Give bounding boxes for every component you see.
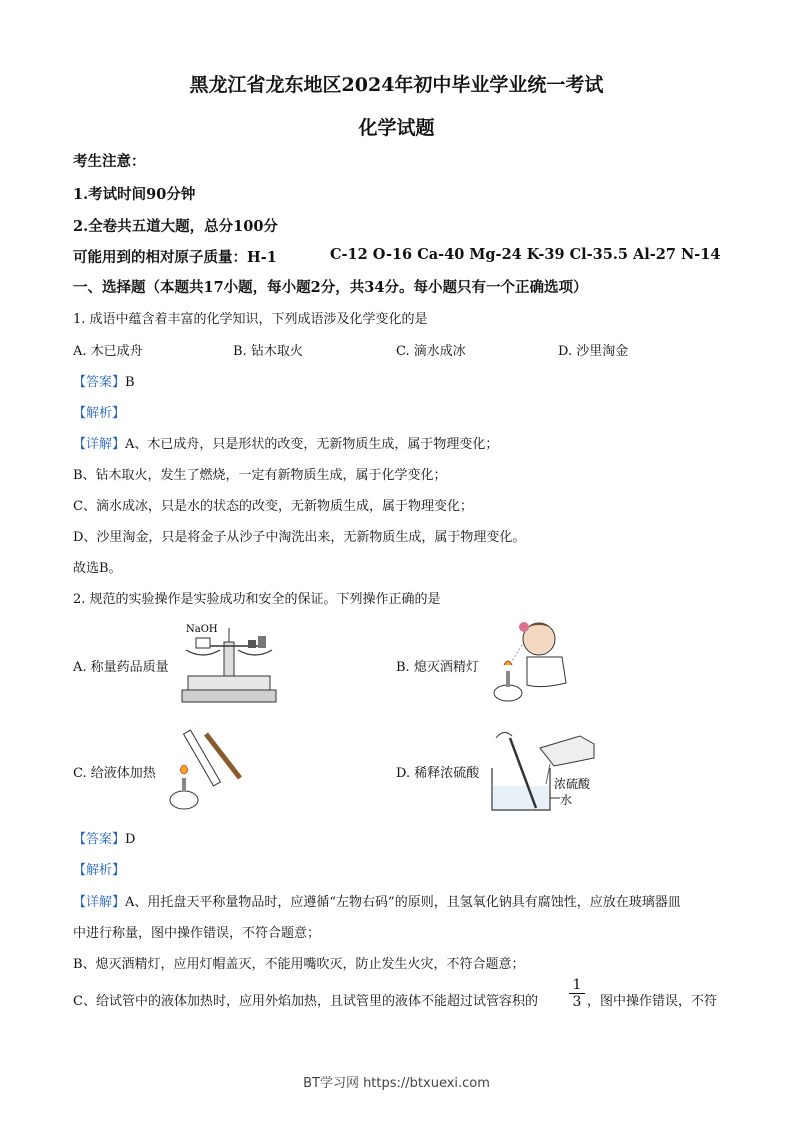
q1-option-d: D. 沙里淘金 (558, 344, 629, 359)
q2-detail-a-cont: 中进行称量，图中操作错误，不符合题意； (73, 926, 321, 941)
q2-option-d: D. 稀释浓硫酸 (396, 766, 480, 781)
notice-time: 1.考试时间90分钟 (73, 186, 196, 203)
answer-tag: 【答案】 (73, 832, 126, 847)
detail-text: A、用托盘天平称量物品时，应遵循“左物右码”的原则，且氢氧化钠具有腐蚀性，应放在玻璃器皿 (125, 895, 681, 910)
answer-value: B (125, 375, 135, 390)
detail-text: A、木已成舟，只是形状的改变，无新物质生成，属于物理变化； (125, 437, 499, 452)
q1-detail-d: D、沙里淘金，只是将金子从沙子中淘洗出来，无新物质生成，属于物理变化。 (73, 530, 526, 545)
notice-heading: 考生注意： (73, 153, 146, 170)
q1-detail-c: C、滴水成冰，只是水的状态的改变，无新物质生成，属于物理变化； (73, 499, 473, 514)
q2-stem: 2. 规范的实验操作是实验成功和安全的保证。下列操作正确的是 (73, 592, 441, 607)
alcohol-lamp-blowing-illustration (482, 615, 572, 705)
q1-option-a: A. 木已成舟 (73, 344, 143, 359)
balance-illustration (178, 620, 282, 710)
q1-stem: 1. 成语中蕴含着丰富的化学知识，下列成语涉及化学变化的是 (73, 312, 428, 327)
q2-detail-b: B、熄灭酒精灯，应用灯帽盖灭，不能用嘴吹灭，防止发生火灾，不符合题意； (73, 957, 525, 972)
q1-detail-b: B、钻木取火，发生了燃烧，一定有新物质生成，属于化学变化； (73, 468, 447, 483)
answer-value: D (125, 832, 136, 847)
q2-detail-c: C、给试管中的液体加热时，应用外焰加热，且试管里的液体不能超过试管容积的 (73, 994, 538, 1009)
atomic-mass-label: 可能用到的相对原子质量：H-1 (73, 249, 277, 266)
q1-detail-a (73, 433, 498, 452)
q2-option-c: C. 给液体加热 (73, 766, 156, 781)
fraction-one-third (569, 978, 585, 1011)
atomic-mass-values: C-12 O-16 Ca-40 Mg-24 K-39 Cl-35.5 Al-27 N-14 (330, 246, 721, 263)
q1-analysis-tag: 【解析】 (73, 406, 126, 421)
exam-title: 黑龙江省龙东地区2024年初中毕业学业统一考试 (189, 74, 604, 96)
q2-option-a: A. 称量药品质量 (73, 660, 169, 675)
section1-heading: 一、选择题（本题共17小题，每小题2分，共34分。每小题只有一个正确选项） (73, 279, 588, 296)
q2-answer (73, 828, 135, 847)
q1-conclusion: 故选B。 (73, 561, 122, 576)
naoh-label: NaOH (186, 624, 218, 635)
fraction-denominator: 3 (572, 994, 582, 1010)
exam-subtitle: 化学试题 (358, 117, 435, 139)
fraction-numerator: 1 (569, 978, 585, 994)
footer-watermark: BT学习网 https://btxuexi.com (303, 1076, 490, 1091)
q2-analysis-tag: 【解析】 (73, 863, 126, 878)
q2-detail-a (73, 891, 681, 910)
water-label: 水 (560, 793, 573, 807)
q1-option-b: B. 钻木取火 (233, 344, 303, 359)
detail-tag: 【详解】 (73, 437, 126, 452)
q1-option-c: C. 滴水成冰 (396, 344, 466, 359)
heating-liquid-illustration (160, 722, 242, 814)
q1-answer (73, 371, 135, 390)
notice-score: 2.全卷共五道大题，总分100分 (73, 218, 278, 235)
diluting-acid-illustration (484, 718, 604, 818)
acid-label: 浓硫酸 (554, 777, 591, 791)
answer-tag: 【答案】 (73, 375, 126, 390)
q2-option-b: B. 熄灭酒精灯 (396, 660, 479, 675)
q2-detail-c-cont: ，图中操作错误，不符 (587, 994, 718, 1009)
detail-tag: 【详解】 (73, 895, 126, 910)
